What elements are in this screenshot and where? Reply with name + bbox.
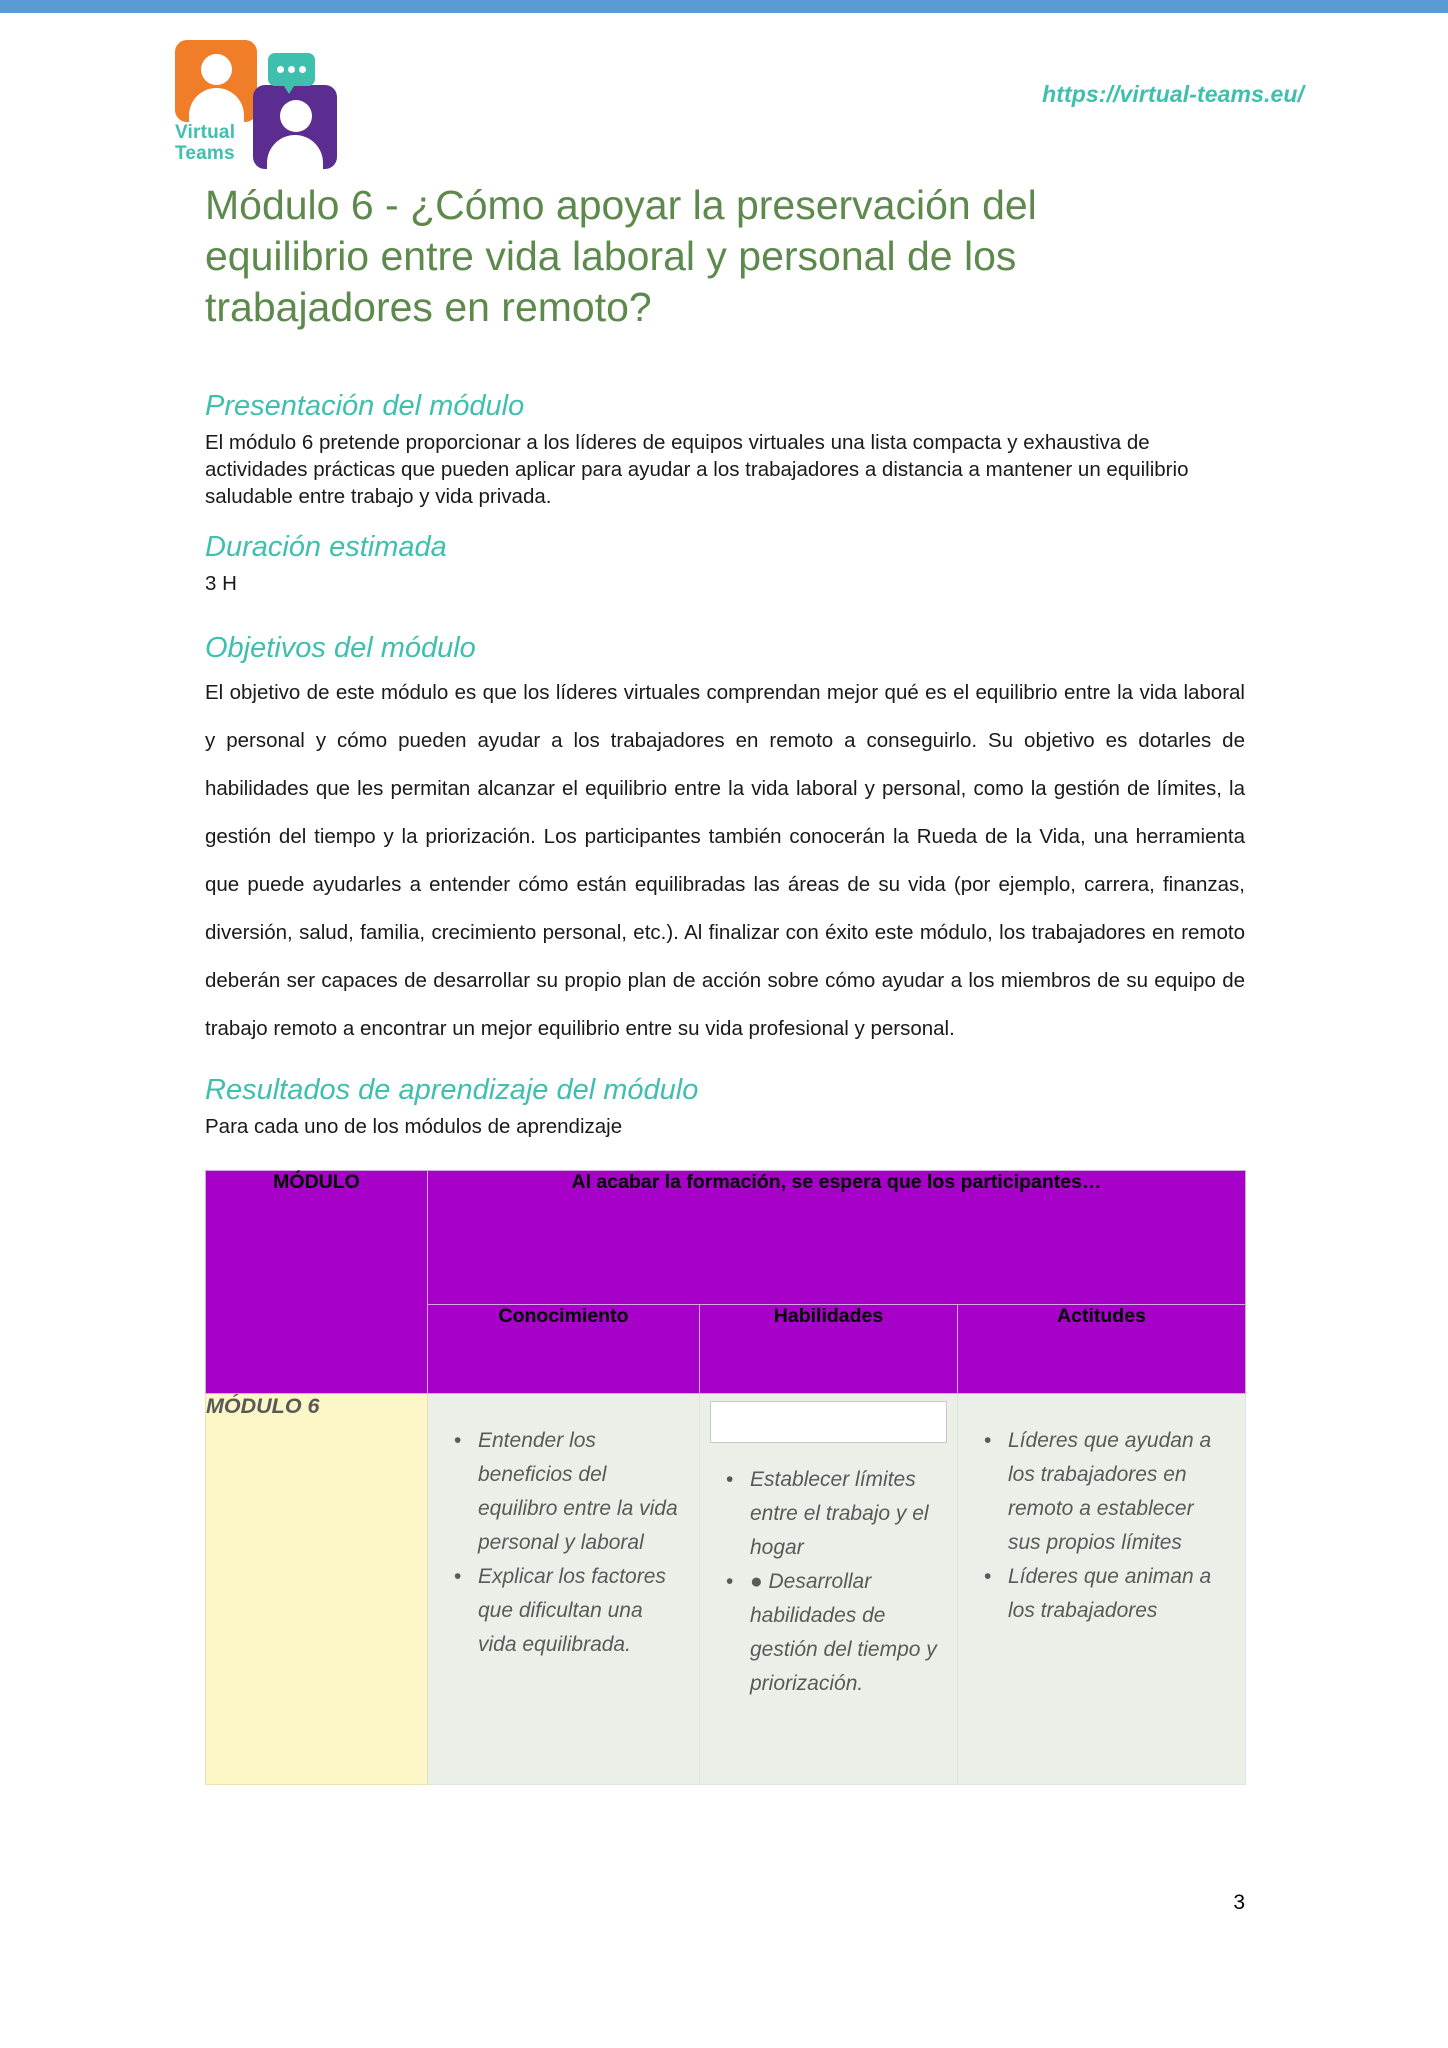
logo-orange-person-icon (175, 40, 257, 122)
table-cell-habilidades (700, 1394, 958, 1785)
list-item: • ● Desarrollar habilidades de gestión del tiempo y priorización. (750, 1565, 943, 1701)
table-header-habilidades: Habilidades (700, 1305, 958, 1394)
section-heading-duracion: Duración estimada (205, 531, 447, 563)
table-header-expectation: Al acabar la formación, se espera que los participantes… (428, 1171, 1246, 1305)
site-url-link[interactable]: https://virtual-teams.eu/ (1042, 81, 1304, 107)
list-item: • Líderes que animan a los trabajadores (1008, 1560, 1231, 1628)
table-cell-conocimiento (428, 1394, 700, 1785)
page-header (0, 33, 1448, 164)
logo-chat-bubble-icon (268, 53, 315, 86)
list-item: • Líderes que ayudan a los trabajadores en remoto a establecer sus propios límites (1008, 1424, 1231, 1560)
logo-word-line2: Teams (175, 143, 235, 164)
section-text-duracion: 3 H (205, 572, 237, 595)
logo-wordmark (175, 122, 255, 164)
list-item: • Entender los beneficios del equilibro entre la vida personal y laboral (478, 1424, 685, 1560)
list-item: • Explicar los factores que dificultan una vida equilibrada. (478, 1560, 685, 1662)
table-row (206, 1394, 1246, 1785)
section-heading-resultados: Resultados de aprendizaje del módulo (205, 1074, 699, 1106)
conocimiento-list (428, 1424, 699, 1662)
section-text-resultados: Para cada uno de los módulos de aprendizaje (205, 1115, 623, 1138)
page-title: Módulo 6 - ¿Cómo apoyar la preservación del equilibrio entre vida laboral y personal de los trabajadores en remoto? (205, 182, 1037, 330)
table-cell-modulo (206, 1394, 428, 1785)
virtual-teams-logo (175, 40, 360, 165)
table-header-modulo: MÓDULO (206, 1171, 428, 1394)
section-heading-presentacion: Presentación del módulo (205, 390, 525, 422)
section-text-objetivos: El objetivo de este módulo es que los líderes virtuales comprendan mejor qué es el equilibrio entre la vida laboral y personal y cómo pueden ayudar a los trabajadores en remoto a conseguirlo. Su objetivo es dotarles de habilidades que les permitan alcanzar el equilibrio entre la vida laboral y personal, como la gestión de límites, la gestión del tiempo y la priorización. Los participantes también conocerán la Rueda de la Vida, una herramienta que puede ayudarles a entender cómo están equilibradas las áreas de su vida (por ejemplo, carrera, finanzas, diversión, salud, familia, crecimiento personal, etc.). Al finalizar con éxito este módulo, los trabajadores en remoto deberán ser capaces de desarrollar su propio plan de acción sobre cómo ayudar a los miembros de su equipo de trabajo remoto a encontrar un mejor equilibrio entre su vida profesional y personal. (205, 681, 1245, 1040)
actitudes-list (958, 1424, 1245, 1628)
top-accent-band (0, 0, 1448, 13)
page-number: 3 (1233, 1891, 1245, 1914)
section-heading-objetivos: Objetivos del módulo (205, 632, 476, 664)
logo-purple-person-icon (253, 85, 337, 169)
table-cell-actitudes (958, 1394, 1246, 1785)
table-header-row-1 (206, 1171, 1246, 1305)
list-item: • Establecer límites entre el trabajo y el hogar (750, 1463, 943, 1565)
table-header-actitudes: Actitudes (958, 1305, 1246, 1394)
table-header-conocimiento: Conocimiento (428, 1305, 700, 1394)
logo-word-line1: Virtual (175, 122, 236, 143)
learning-outcomes-table (205, 1170, 1246, 1785)
module-label: MÓDULO 6 (206, 1394, 320, 1418)
habilidades-list (700, 1463, 957, 1701)
document-body (205, 180, 1245, 1785)
empty-text-box (710, 1401, 947, 1443)
section-text-presentacion: El módulo 6 pretende proporcionar a los líderes de equipos virtuales una lista compacta y exhaustiva de actividades prácticas que pueden aplicar para ayudar a los trabajadores a distancia a mantener un equilibrio saludable entre trabajo y vida privada. (205, 431, 1189, 508)
